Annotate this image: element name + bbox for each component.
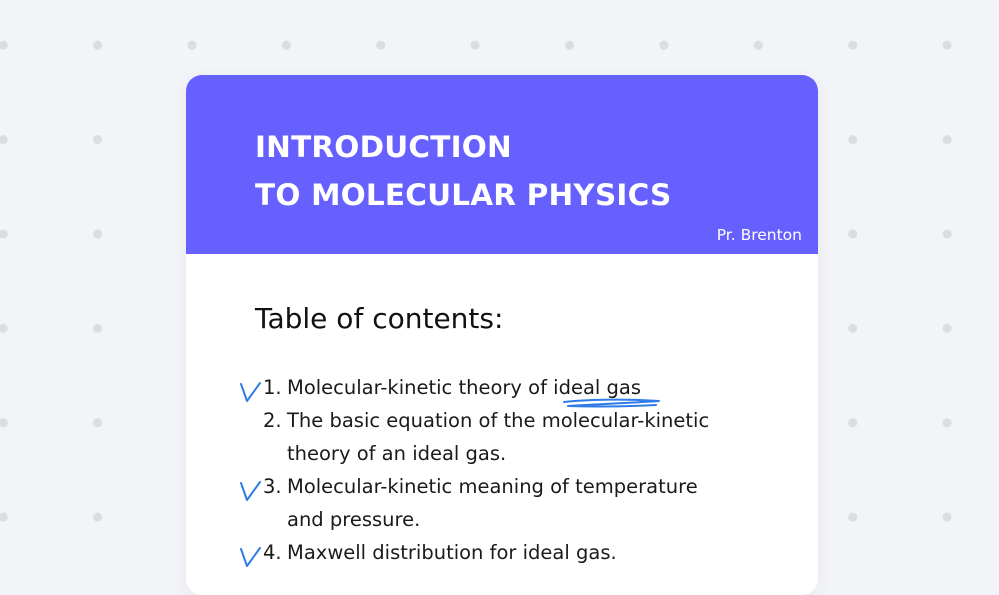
toc-item-text: The basic equation of the molecular-kinetic theory of an ideal gas. [287,409,710,465]
document-card [186,75,818,595]
toc-item-1 [255,371,735,404]
title-line-2: TO MOLECULAR PHYSICS [255,178,672,212]
toc-item-text: Maxwell distribution for ideal gas. [287,541,617,564]
toc-heading: Table of contents: [255,302,504,335]
checkmark-icon [240,546,262,568]
toc-item-number: 1. [263,376,282,399]
toc-item-4 [255,536,735,569]
toc-item-number: 4. [263,541,282,564]
title-line-1: INTRODUCTION [255,130,512,164]
checkmark-icon [240,480,262,502]
toc-item-text: Molecular-kinetic meaning of temperature and pressure. [287,475,698,531]
toc-item-number: 3. [263,475,282,498]
author-name: Pr. Brenton [716,226,802,244]
toc-item-3 [255,470,735,536]
document-title [255,123,671,219]
handwritten-underline-icon [562,396,662,410]
toc-item-2 [255,404,735,470]
document-header [186,75,818,254]
checkmark-icon [240,381,262,403]
toc-item-number: 2. [263,409,282,432]
table-of-contents [255,371,735,569]
toc-item-text: Molecular-kinetic theory of ideal gas [287,376,641,399]
